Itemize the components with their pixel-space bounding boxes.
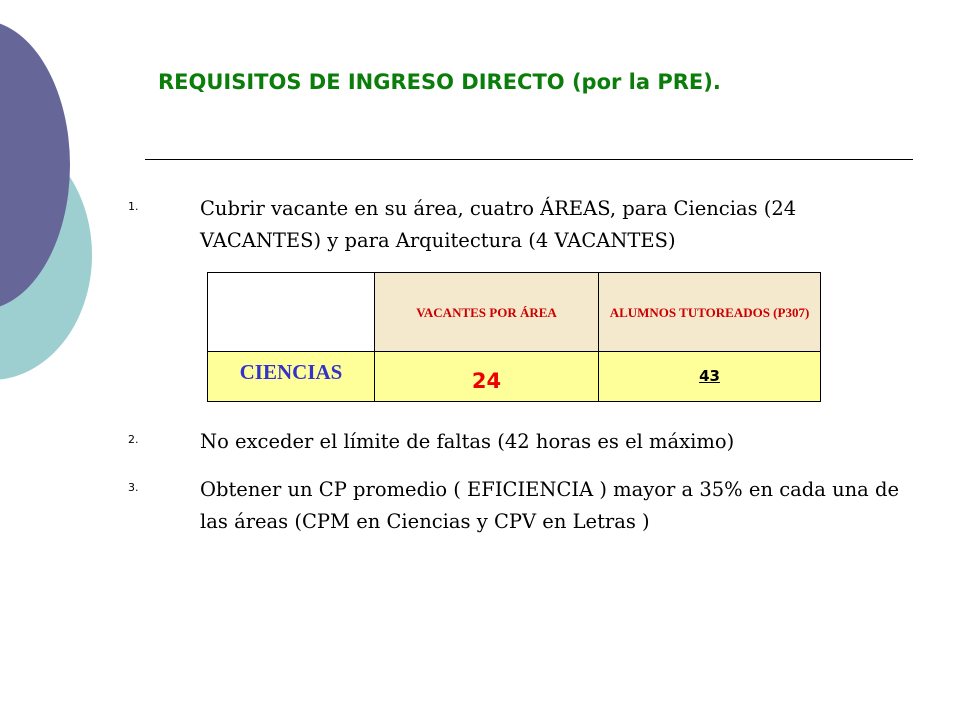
alumnos-value: 43 — [699, 367, 720, 385]
vacancies-table — [207, 272, 821, 402]
table-header-blank — [208, 273, 375, 352]
requirement-item-2 — [128, 426, 918, 458]
table-cell-vacantes — [375, 352, 599, 402]
table-row-label: CIENCIAS — [208, 352, 375, 402]
requirement-item-3 — [128, 474, 918, 538]
requirement-number: 3. — [128, 481, 139, 494]
table-cell-alumnos — [599, 352, 821, 402]
table-header-vacantes: VACANTES POR ÁREA — [375, 273, 599, 352]
requirement-item-1 — [128, 193, 918, 257]
title-divider — [145, 159, 913, 160]
requirement-number: 1. — [128, 200, 139, 213]
vacantes-value: 24 — [471, 368, 502, 393]
requirement-text: No exceder el límite de faltas (42 horas es el máximo) — [200, 430, 735, 453]
requirement-number: 2. — [128, 433, 139, 446]
table-header-row — [208, 273, 821, 352]
requirement-text: Obtener un CP promedio ( EFICIENCIA ) mayor a 35% en cada una de las áreas (CPM en Ciencias y CPV en Letras ) — [200, 478, 900, 533]
requirement-text: Cubrir vacante en su área, cuatro ÁREAS, para Ciencias (24 VACANTES) y para Arquitectura (4 VACANTES) — [200, 197, 797, 252]
table-header-alumnos: ALUMNOS TUTOREADOS (P307) — [599, 273, 821, 352]
slide-title: REQUISITOS DE INGRESO DIRECTO (por la PRE). — [158, 70, 721, 94]
table-row — [208, 352, 821, 402]
